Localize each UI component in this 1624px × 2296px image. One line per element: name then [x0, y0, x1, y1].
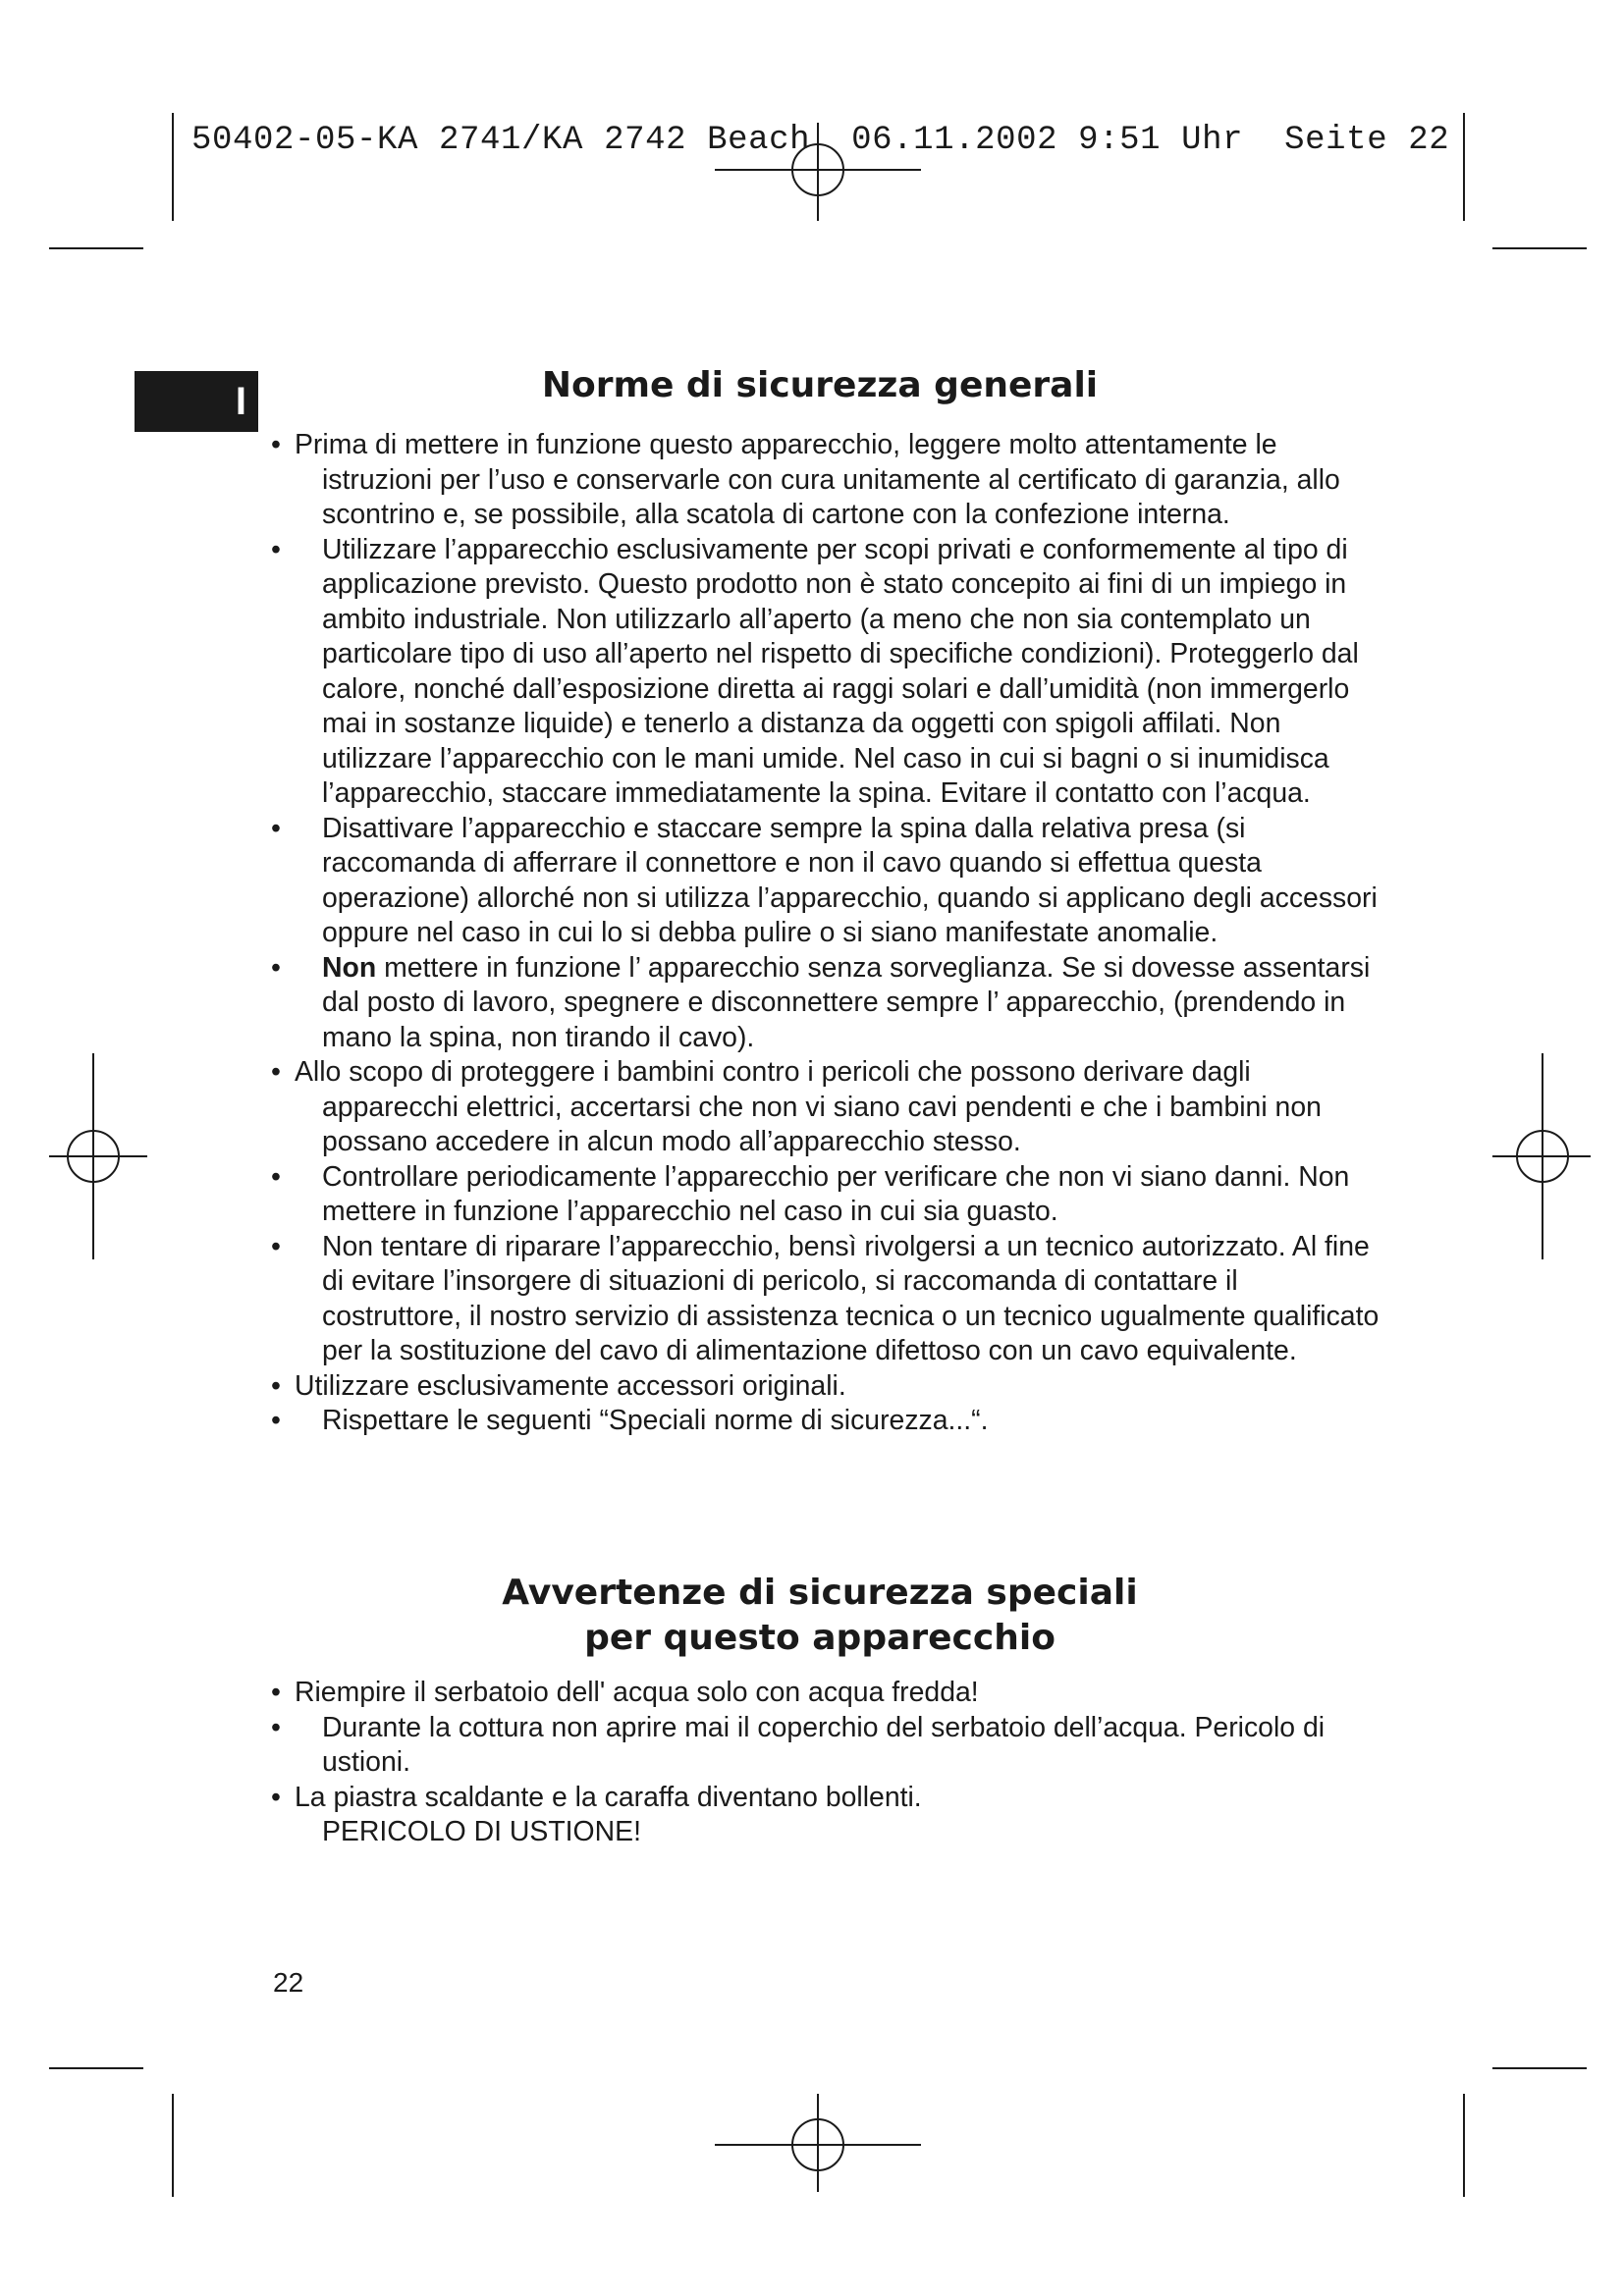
list-item-text: Disattivare l’apparecchio e staccare sempre la spina dalla relativa presa (si raccomanda di afferrare il connettore e non il cavo quando si effettua questa operazione) allorché non si utilizza l’apparecchio, quando si applicano degli accessori oppure nel caso in cui lo si debba pulire o si siano manifestate anomalie.: [322, 812, 1378, 948]
danger-warning: PERICOLO DI USTIONE!: [322, 1816, 641, 1847]
list-item-text: Utilizzare l’apparecchio esclusivamente per scopi privati e conformemente al tipo di applicazione previsto. Questo prodotto non è stato concepito ai fini di un impiego in ambito industriale. Non utilizzarlo all’aperto (a meno che non sia contemplato un particolare tipo di uso all’aperto nel rispetto di specifiche condizioni). Proteggerlo dal calore, nonché dall’esposizione diretta ai raggi solari e dall’umidità (non immergerlo mai in sostanze liquide) e tenerlo a distanza da oggetti con spigoli affilati. Non utilizzare l’apparecchio con le mani umide. Nel caso in cui si bagni o si inumidisca l’apparecchio, staccare immediatamente la spina. Evitare il contatto con l’acqua.: [322, 533, 1359, 809]
list-item: [271, 533, 1380, 812]
bullet-icon: •: [271, 1711, 281, 1743]
list-item: [271, 812, 1380, 951]
list-item: [271, 951, 1380, 1056]
bullet-icon: •: [271, 951, 281, 984]
list-item-text: Utilizzare esclusivamente accessori originali.: [295, 1369, 846, 1402]
list-item: [271, 1160, 1380, 1230]
section-2-title-line-2: per questo apparecchio: [584, 1618, 1056, 1658]
bullet-icon: •: [271, 812, 281, 844]
list-item: [271, 1711, 1380, 1781]
section-2-list: [271, 1676, 1380, 1850]
section-1-title-text: Norme di sicurezza generali: [541, 365, 1099, 405]
language-tab: [135, 371, 258, 432]
list-item: [271, 1055, 1380, 1160]
crop-mark-top-left-vertical: [172, 113, 174, 221]
bullet-icon: •: [271, 1405, 281, 1436]
crop-mark-bottom-left-vertical: [172, 2094, 174, 2197]
registration-mark-left-icon: [49, 1053, 147, 1259]
crop-mark-top-right-vertical: [1463, 113, 1465, 221]
list-item: [271, 1676, 1380, 1711]
list-item-text: Prima di mettere in funzione questo apparecchio, leggere molto attentamente le istruzioni per l’uso e conservarle con cura unitamente al certificato di garanzia, allo scontrino e, se possibile, alla scatola di cartone con la confezione interna.: [295, 429, 1340, 530]
bullet-icon: •: [271, 1677, 281, 1708]
crop-mark-bottom-left-horizontal: [49, 2067, 143, 2069]
printer-slug-line: 50402-05-KA 2741/KA 2742 Beach 06.11.2002 9:51 Uhr Seite 22: [191, 122, 1450, 159]
list-item-text: mettere in funzione l’ apparecchio senza sorveglianza. Se si dovesse assentarsi dal posto di lavoro, spegnere e disconnettere sempre l’ apparecchio, (prendendo in mano la spina, non tirando il cavo).: [322, 951, 1371, 1053]
section-2-title: [260, 1571, 1380, 1661]
bullet-icon: •: [271, 1230, 281, 1262]
list-item-text: Non tentare di riparare l’apparecchio, bensì rivolgersi a un tecnico autorizzato. Al fine di evitare l’insorgere di situazioni di pericolo, si raccomanda di contattare il costruttore, il nostro servizio di assistenza tecnica o un tecnico ugualmente qualificato per la sostituzione del cavo di alimentazione difettoso con un cavo equivalente.: [322, 1230, 1380, 1366]
list-item-text: Controllare periodicamente l’apparecchio per verificare che non vi siano danni. Non mettere in funzione l’apparecchio nel caso in cui sia guasto.: [322, 1160, 1350, 1227]
language-tab-label: I: [235, 379, 246, 423]
list-item-text: Durante la cottura non aprire mai il coperchio del serbatoio dell’acqua. Pericolo di ustioni.: [322, 1711, 1326, 1778]
list-item: [271, 428, 1380, 533]
crop-mark-bottom-right-vertical: [1463, 2094, 1465, 2197]
list-item: [271, 1781, 1380, 1816]
page-number: 22: [273, 1967, 304, 1998]
registration-mark-bottom-icon: [715, 2094, 921, 2192]
list-item-text: Rispettare le seguenti “Speciali norme di sicurezza...“.: [322, 1405, 989, 1436]
registration-mark-right-icon: [1492, 1053, 1591, 1259]
crop-mark-top-left-horizontal: [49, 247, 143, 249]
bullet-icon: •: [271, 1369, 281, 1402]
bullet-icon: •: [271, 1160, 281, 1193]
bullet-icon: •: [271, 533, 281, 565]
list-item: [271, 1230, 1380, 1369]
section-1-list: [271, 428, 1380, 1439]
list-item-text: La piastra scaldante e la caraffa diventano bollenti.: [295, 1781, 922, 1813]
section-2-title-line-1: Avvertenze di sicurezza speciali: [502, 1573, 1138, 1613]
list-item-emphasis: Non: [322, 951, 377, 984]
list-item: [271, 1404, 1380, 1439]
bullet-icon: •: [271, 1056, 281, 1088]
section-1-title: [260, 363, 1380, 408]
bullet-icon: •: [271, 1781, 281, 1813]
bullet-icon: •: [271, 429, 281, 460]
list-item-text: Allo scopo di proteggere i bambini contro i pericoli che possono derivare dagli apparecchi elettrici, accertarsi che non vi siano cavi pendenti e che i bambini non possano accedere in alcun modo all’apparecchio stesso.: [295, 1056, 1322, 1157]
list-item-text: Riempire il serbatoio dell' acqua solo con acqua fredda!: [295, 1677, 979, 1708]
crop-mark-top-right-horizontal: [1492, 247, 1587, 249]
crop-mark-bottom-right-horizontal: [1492, 2067, 1587, 2069]
list-item: [271, 1369, 1380, 1405]
